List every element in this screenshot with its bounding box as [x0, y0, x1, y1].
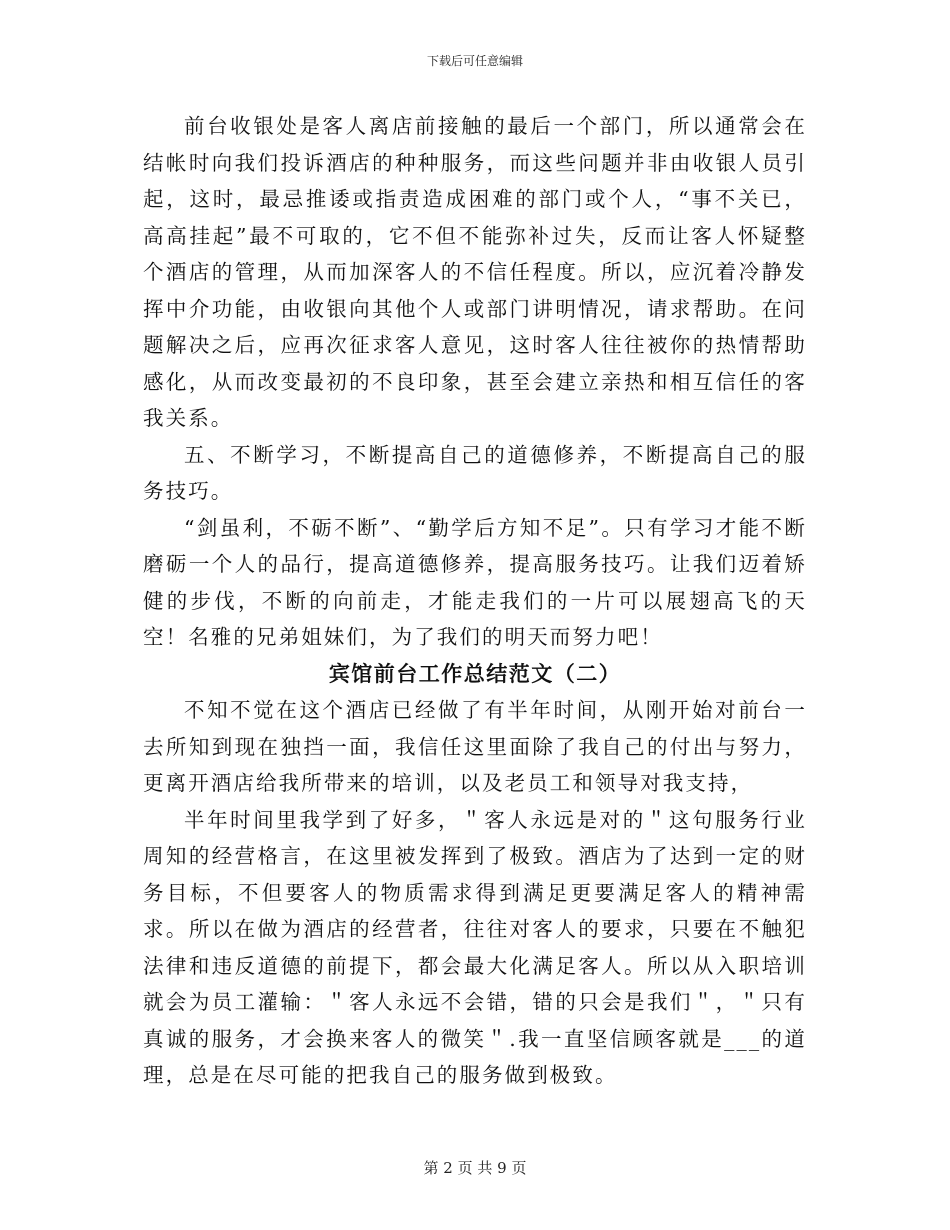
paragraph-customer-always-right: 半年时间里我学到了好多，＂客人永远是对的＂这句服务行业周知的经营格言，在这里被发挥到了极致。酒店为了达到一定的财务目标，不但要客人的物质需求得到满足更要满足客人的精神需求。所以在做为酒店的经营者，往往对客人的要求，只要在不触犯法律和违反道德的前提下，都会最大化满足客人。所以从入职培训就会为员工灌输：＂客人永远不会错，错的只会是我们＂，＂只有真诚的服务，才会换来客人的微笑＂.我一直坚信顾客就是___的道理，总是在尽可能的把我自己的服务做到极致。 [143, 807, 807, 1087]
document-body [143, 108, 807, 1094]
section-title: 宾馆前台工作总结范文（二） [328, 660, 622, 686]
paragraph-keep-learning: “剑虽利，不砺不断”、“勤学后方知不足”。只有学习才能不断磨砺一个人的品行，提高道德修养，提高服务技巧。让我们迈着矫健的步伐，不断的向前走，才能走我们的一片可以展翅高飞的天空！名雅的兄弟姐妹们，为了我们的明天而努力吧！ [143, 515, 807, 649]
paragraph-point-five: 五、不断学习，不断提高自己的道德修养，不断提高自己的服务技巧。 [143, 442, 807, 503]
page-header: 下载后可任意编辑 [426, 54, 523, 68]
page-footer: 第 2 页 共 9 页 [423, 1159, 527, 1177]
paragraph-half-year: 不知不觉在这个酒店已经做了有半年时间，从刚开始对前台一去所知到现在独挡一面，我信任这里面除了我自己的付出与努力，更离开酒店给我所带来的培训，以及老员工和领导对我支持， [143, 698, 807, 795]
paragraph-cashier-complaints: 前台收银处是客人离店前接触的最后一个部门，所以通常会在结帐时向我们投诉酒店的种种服务，而这些问题并非由收银人员引起，这时，最忌推诿或指责造成困难的部门或个人，“事不关已，高高挂起”最不可取的，它不但不能弥补过失，反而让客人怀疑整个酒店的管理，从而加深客人的不信任程度。所以，应沉着冷静发挥中介功能，由收银向其他个人或部门讲明情况，请求帮助。在问题解决之后，应再次征求客人意见，这时客人往往被你的热情帮助感化，从而改变最初的不良印象，甚至会建立亲热和相互信任的客我关系。 [143, 114, 807, 430]
